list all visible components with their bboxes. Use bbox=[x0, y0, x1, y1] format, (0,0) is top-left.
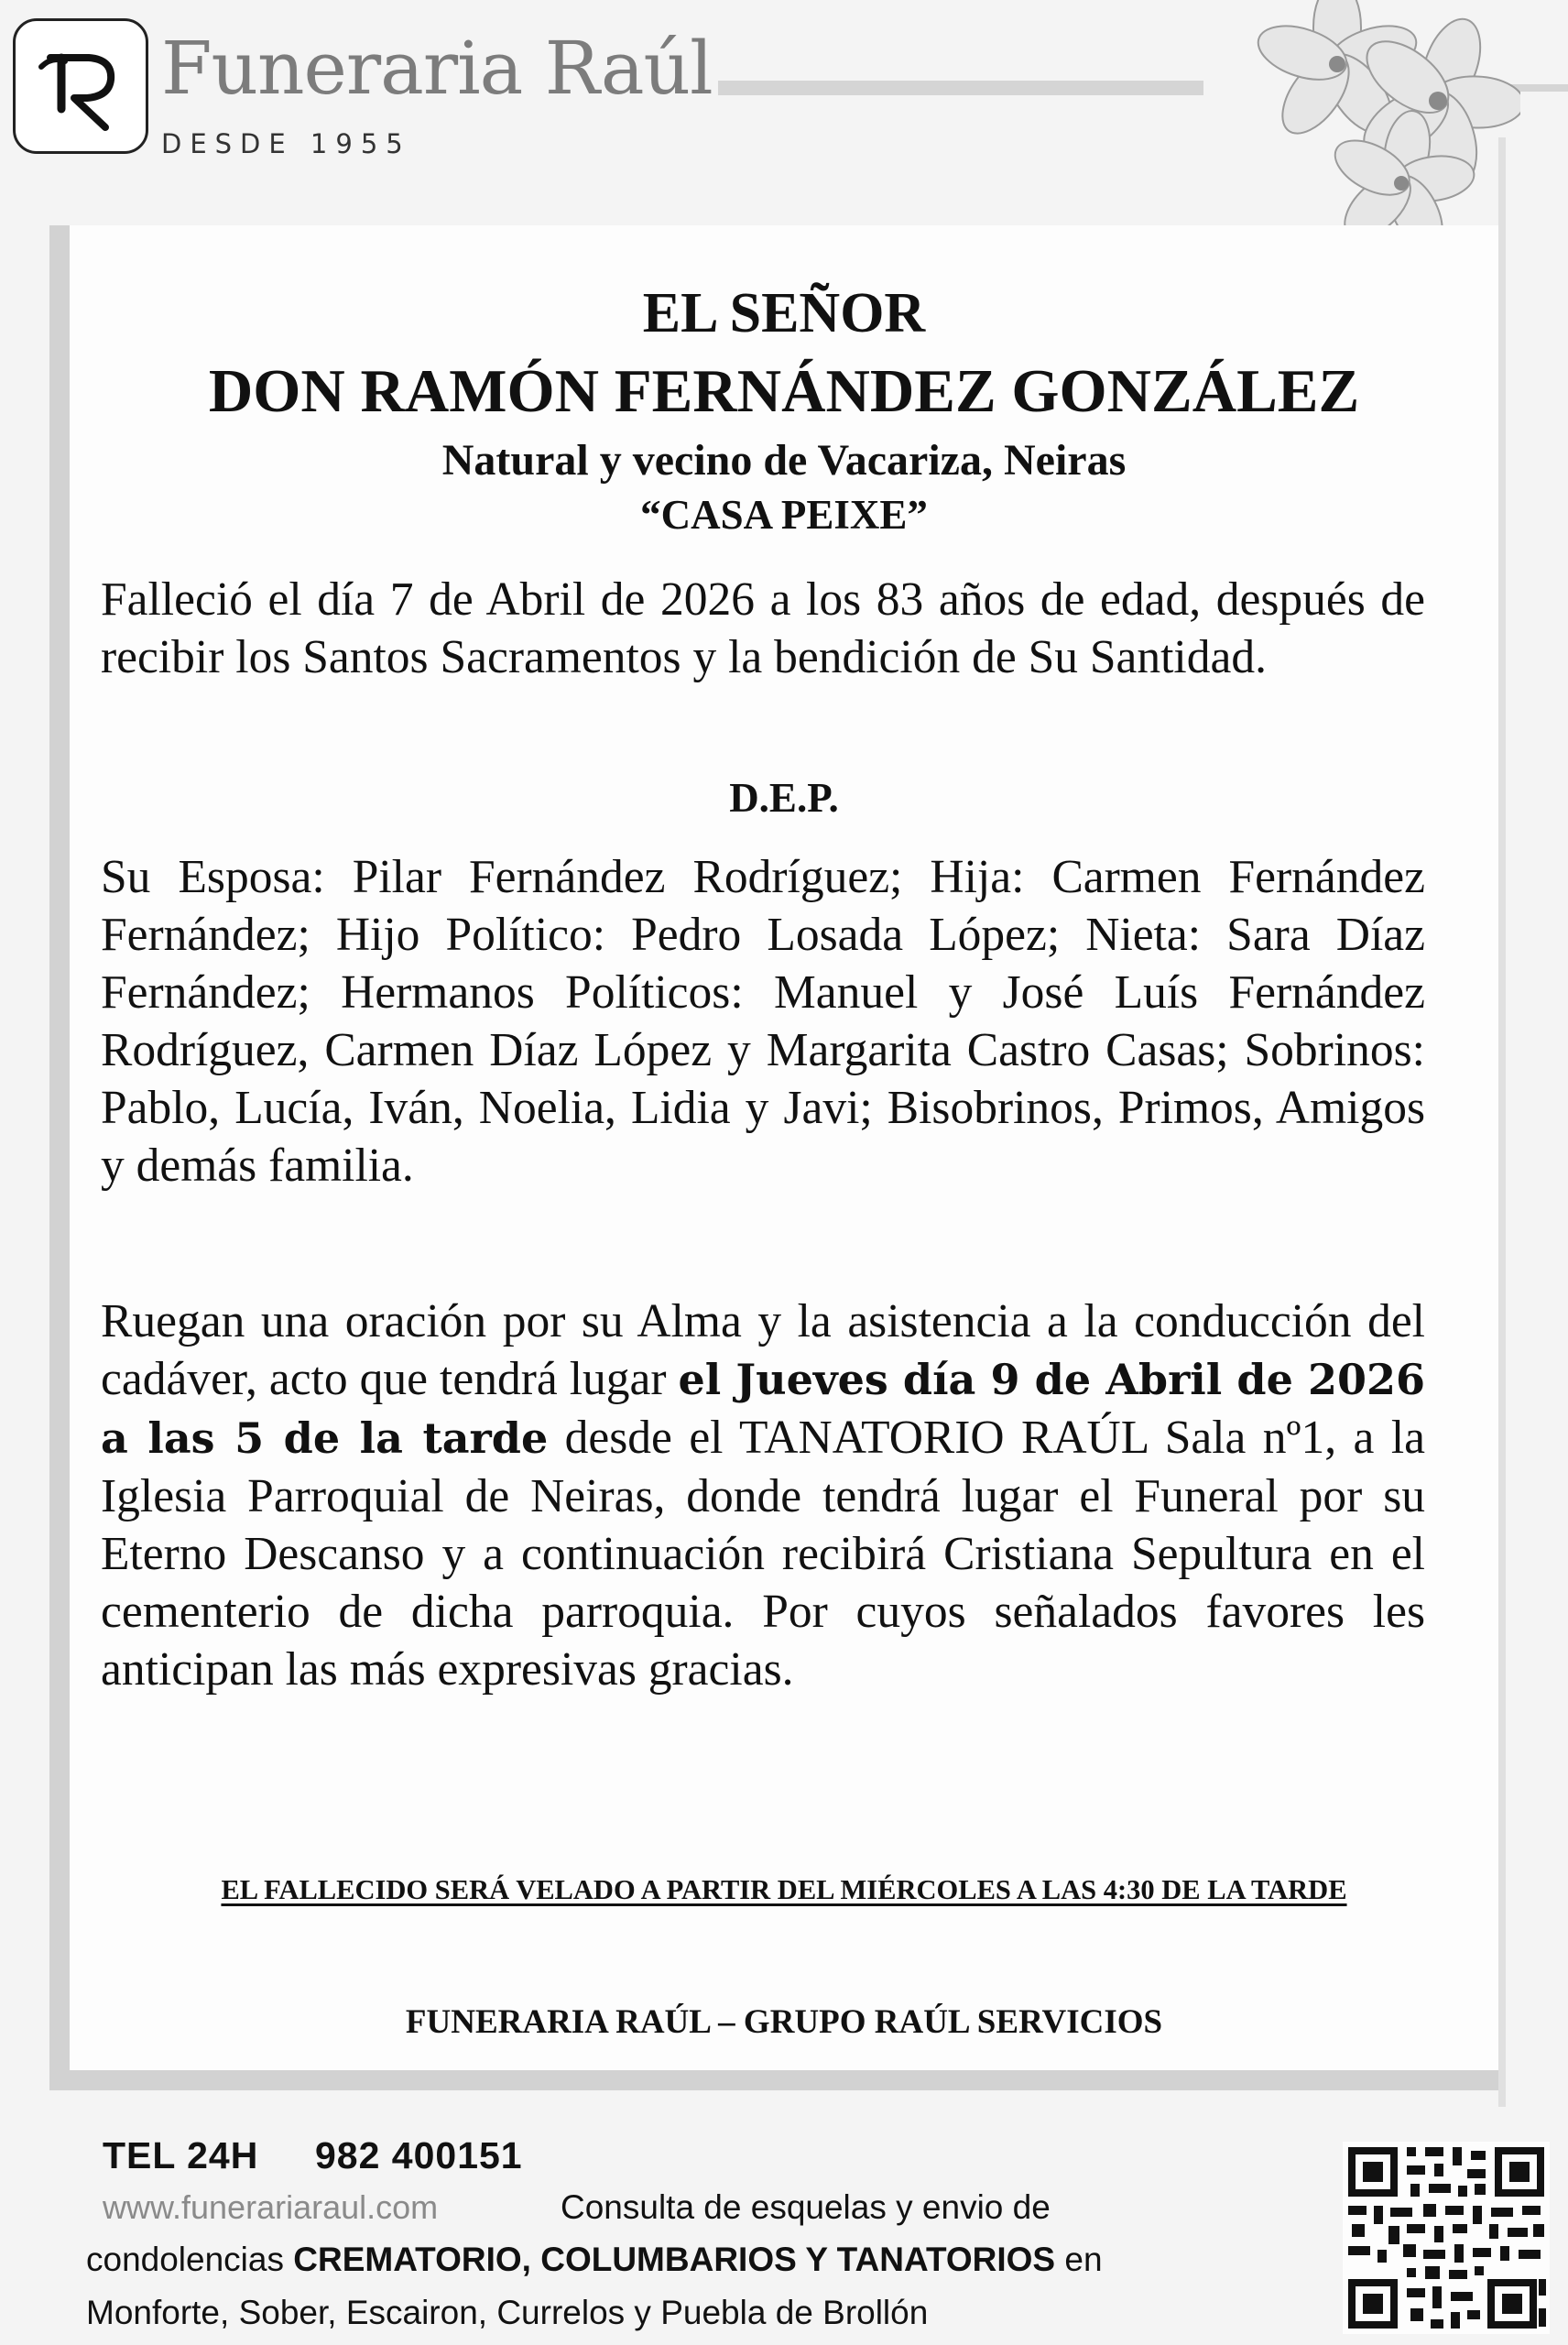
house-name: “CASA PEIXE” bbox=[640, 492, 928, 538]
header-divider bbox=[718, 81, 1203, 95]
ceremony-paragraph bbox=[101, 1292, 1425, 1698]
ceremony-intro: Ruegan una oración por su Alma y la asistencia a la conducción del cadáver, acto que tendrá lugar bbox=[101, 1295, 1425, 1405]
card-right-border bbox=[1498, 137, 1506, 2107]
notice-signature: FUNERARIA RAÚL – GRUPO RAÚL SERVICIOS bbox=[405, 2003, 1163, 2041]
deceased-name: DON RAMÓN FERNÁNDEZ GONZÁLEZ bbox=[208, 357, 1360, 425]
death-paragraph: Falleció el día 7 de Abril de 2026 a los 83 años de edad, después de recibir los Santos Sacramentos y la bendición de Su Santidad. bbox=[101, 573, 1425, 683]
brand-since: DESDE 1955 bbox=[161, 128, 411, 159]
wake-note: EL FALLECIDO SERÁ VELADO A PARTIR DEL MIÉRCOLES A LAS 4:30 DE LA TARDE bbox=[221, 1874, 1347, 1905]
ceremony-rest: desde el TANATORIO RAÚL Sala nº1, a la Iglesia Parroquial de Neiras, donde tendrá lugar el Funeral por su Eterno Descanso y a continuación recibirá Cristiana Sepultura en el cementerio de dicha parroquia. Por cuyos señalados favores les anticipan las más expresivas gracias. bbox=[101, 1412, 1425, 1696]
services-bold: CREMATORIO, COLUMBARIOS Y TANATORIOS bbox=[293, 2241, 1056, 2278]
qr-code-icon[interactable] bbox=[1343, 2142, 1550, 2334]
deceased-origin: Natural y vecino de Vacariza, Neiras bbox=[441, 436, 1127, 485]
services-suffix: en bbox=[1055, 2241, 1103, 2278]
services-prefix: condolencias bbox=[86, 2241, 294, 2278]
notice-title: EL SEÑOR bbox=[642, 282, 926, 344]
brand-logo bbox=[13, 18, 148, 154]
ceremony-date: el Jueves día 9 de Abril de 2026 a las 5 de la tarde bbox=[101, 1355, 1425, 1463]
dep-label: D.E.P. bbox=[729, 775, 839, 821]
services-line bbox=[86, 2241, 1103, 2279]
locations-line: Monforte, Sober, Escairon, Currelos y Puebla de Brollón bbox=[86, 2294, 929, 2331]
phone-number[interactable]: 982 400151 bbox=[315, 2134, 523, 2176]
flower-decoration-icon bbox=[1218, 0, 1520, 247]
brand-name: Funeraria Raúl bbox=[161, 26, 713, 111]
logo-r-icon bbox=[34, 39, 129, 135]
phone-label: TEL 24H bbox=[103, 2134, 259, 2176]
family-paragraph: Su Esposa: Pilar Fernández Rodríguez; Hija: Carmen Fernández Fernández; Hijo Político: Pedro Losada López; Nieta: Sara Díaz Fernández; Hermanos Políticos: Manuel y José Luís Fernández Rodríguez, Carmen Díaz López y Margarita Castro Casas; Sobrinos: Pablo, Lucía, Iván, Noelia, Lidia y Javi; Bisobrinos, Primos, Amigos y demás familia. bbox=[101, 851, 1425, 1192]
website-link[interactable]: www.funerariaraul.com bbox=[103, 2188, 439, 2226]
consulta-text: Consulta de esquelas y envio de bbox=[561, 2188, 1051, 2226]
